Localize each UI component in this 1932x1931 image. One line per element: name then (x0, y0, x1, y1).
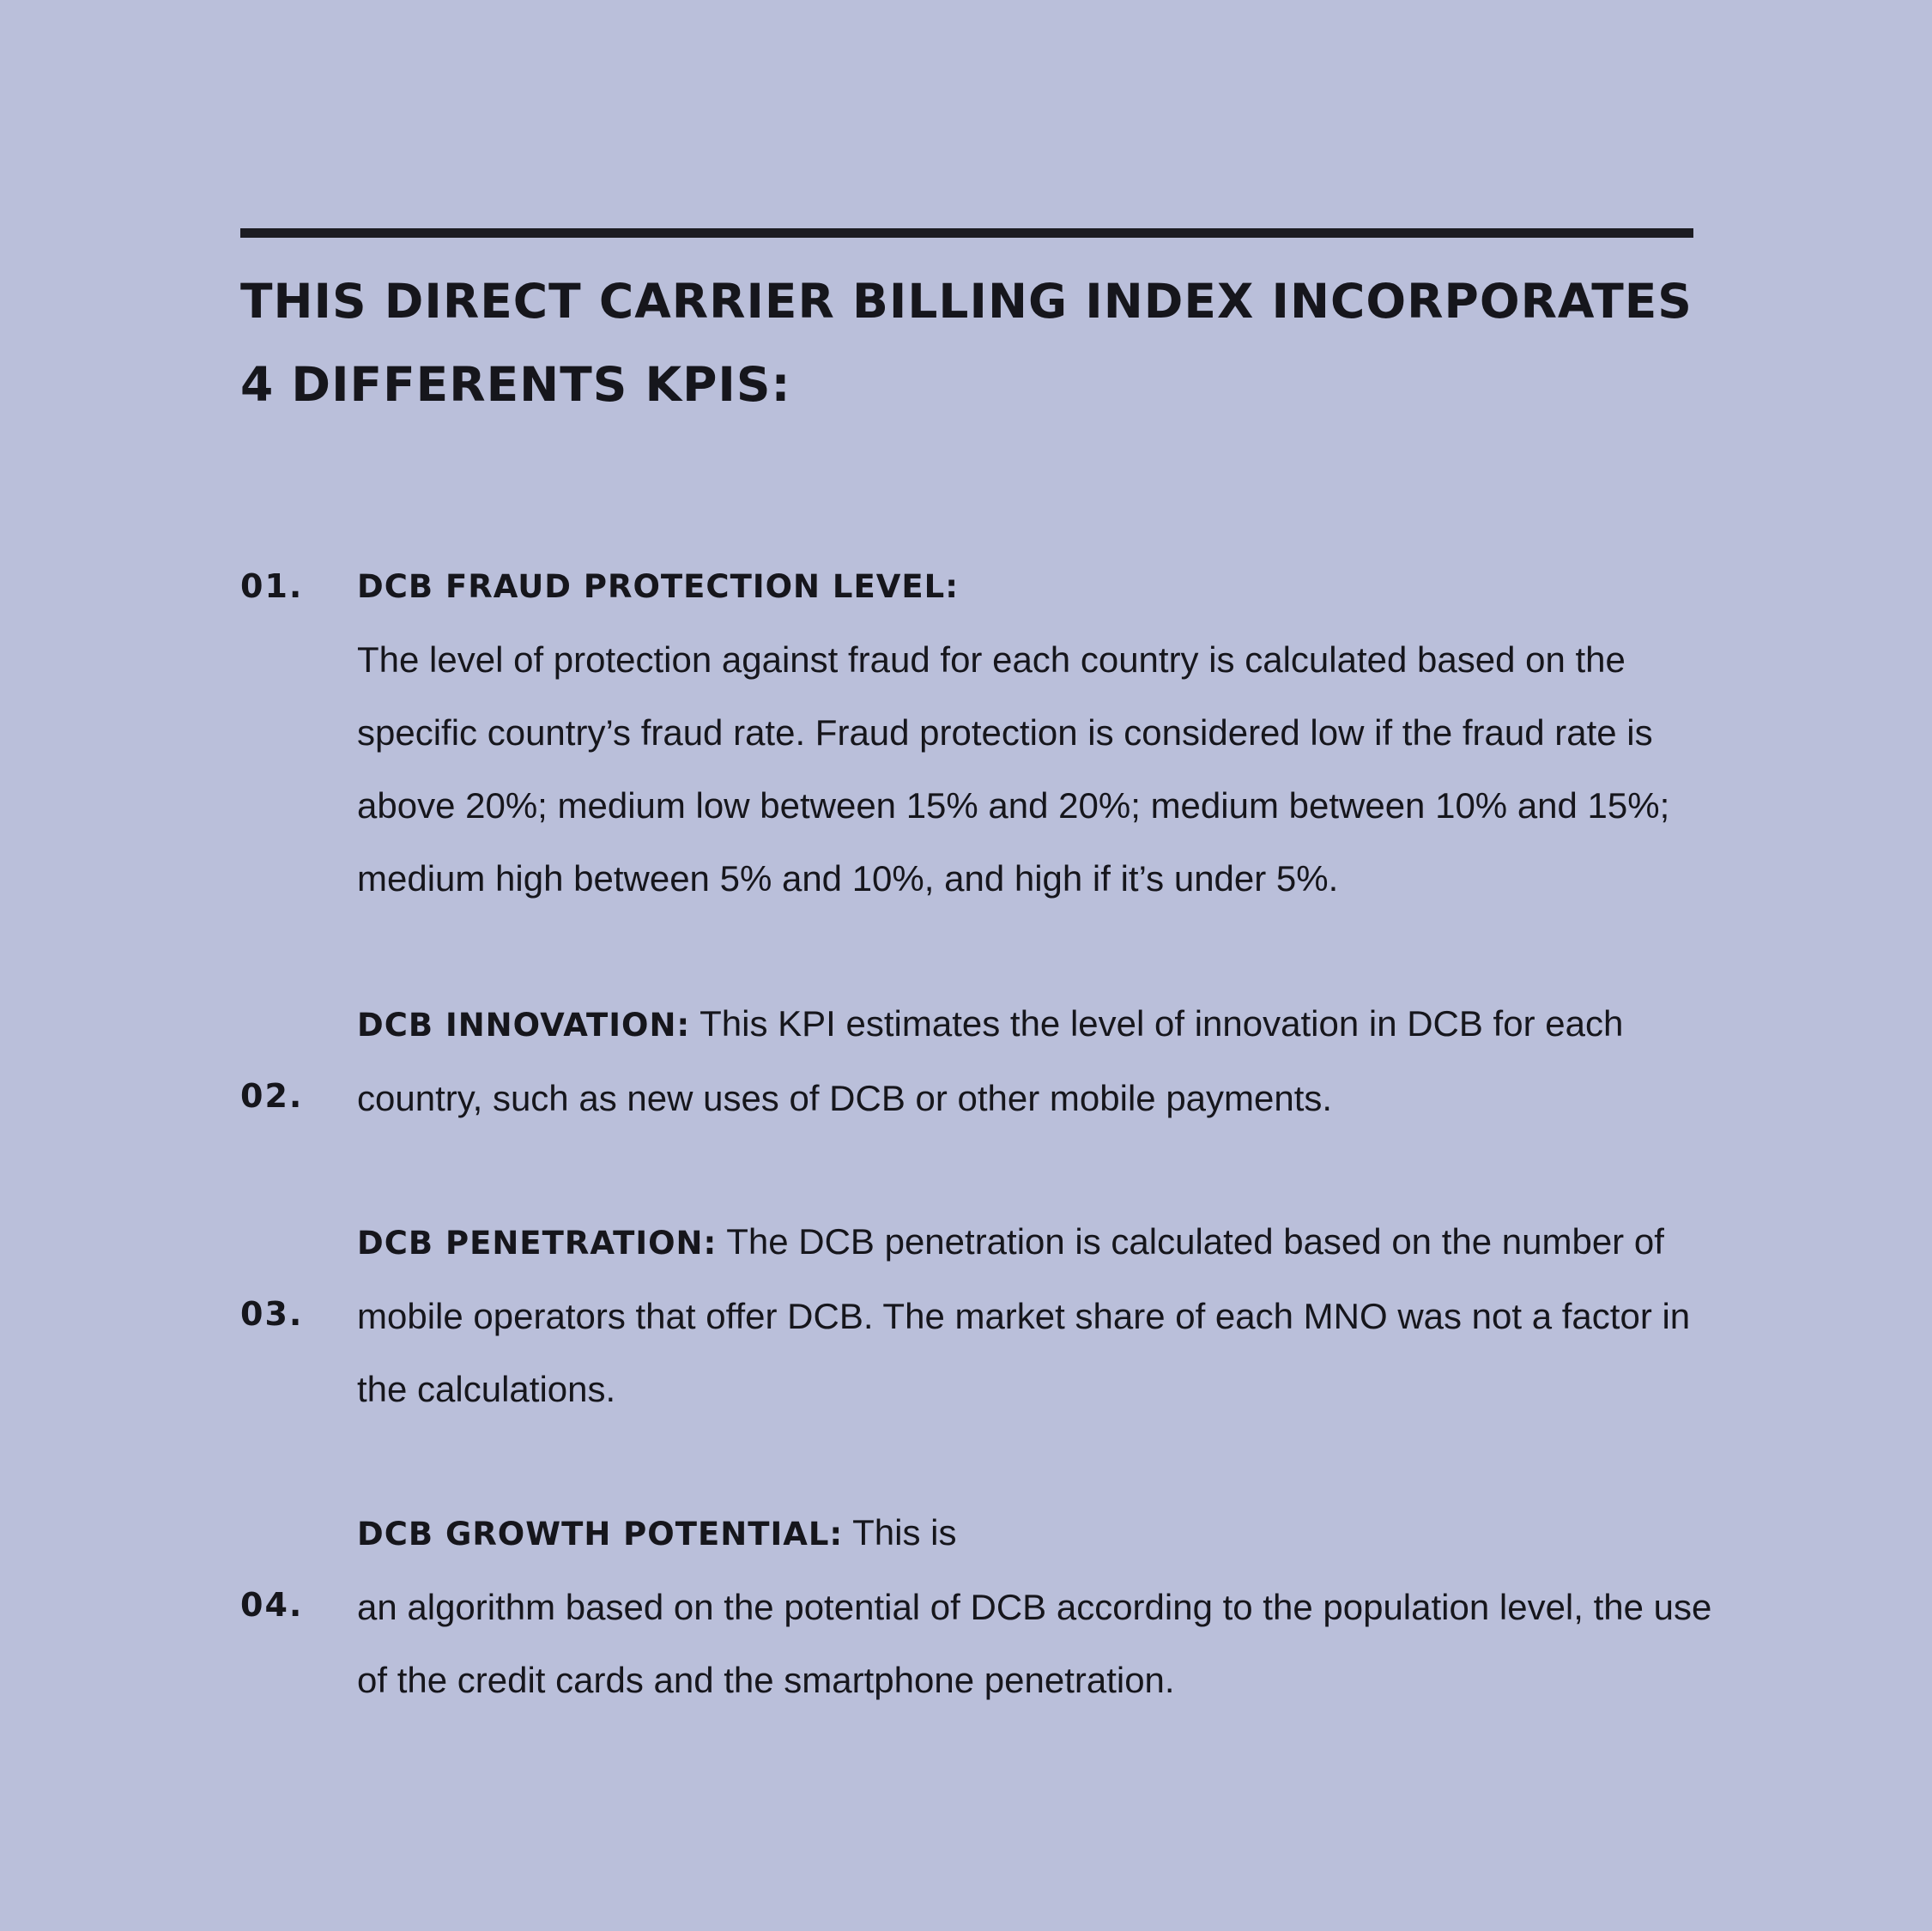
kpi-number: 02. (240, 1077, 304, 1115)
kpi-title: DCB PENETRATION: (357, 1225, 718, 1262)
kpi-title: DCB FRAUD PROTECTION LEVEL: (357, 568, 960, 605)
kpi-number: 01. (240, 567, 304, 605)
kpi-text (357, 1496, 1713, 1716)
kpi-text (357, 550, 1713, 915)
page-title-line-2: 4 DIFFERENTS KPIS: (240, 357, 791, 412)
kpi-text (357, 1205, 1713, 1426)
kpi-title: DCB INNOVATION: (357, 1007, 691, 1044)
kpi-title: DCB GROWTH POTENTIAL: (357, 1516, 844, 1553)
page-title-line-1: THIS DIRECT CARRIER BILLING INDEX INCORPORATES (240, 274, 1693, 329)
kpi-heading-line (357, 1496, 1713, 1571)
kpi-text (357, 987, 1713, 1135)
top-rule (240, 228, 1693, 238)
kpi-description: The level of protection against fraud for each country is calculated based on the specific country’s fraud rate. Fraud protection is considered low if the fraud rate is above 20%; medium low between 15% and 20%; medium between 10% and 15%; medium high between 5% and 10%, and high if it’s under 5%. (357, 639, 1670, 899)
kpi-description-lead: This is (843, 1512, 957, 1553)
kpi-description: This KPI estimates the level of innovation in DCB for each country, such as new uses of DCB or other mobile payments. (357, 1003, 1624, 1118)
kpi-number: 03. (240, 1295, 304, 1333)
kpi-description: The DCB penetration is calculated based on the number of mobile operators that offer DCB. The market share of each MNO was not a factor in the calculations. (357, 1221, 1691, 1409)
kpi-number: 04. (240, 1586, 304, 1624)
kpi-description: an algorithm based on the potential of DCB according to the population level, the use of the credit cards and the smartphone penetration. (357, 1587, 1712, 1700)
page-title (240, 260, 1717, 427)
